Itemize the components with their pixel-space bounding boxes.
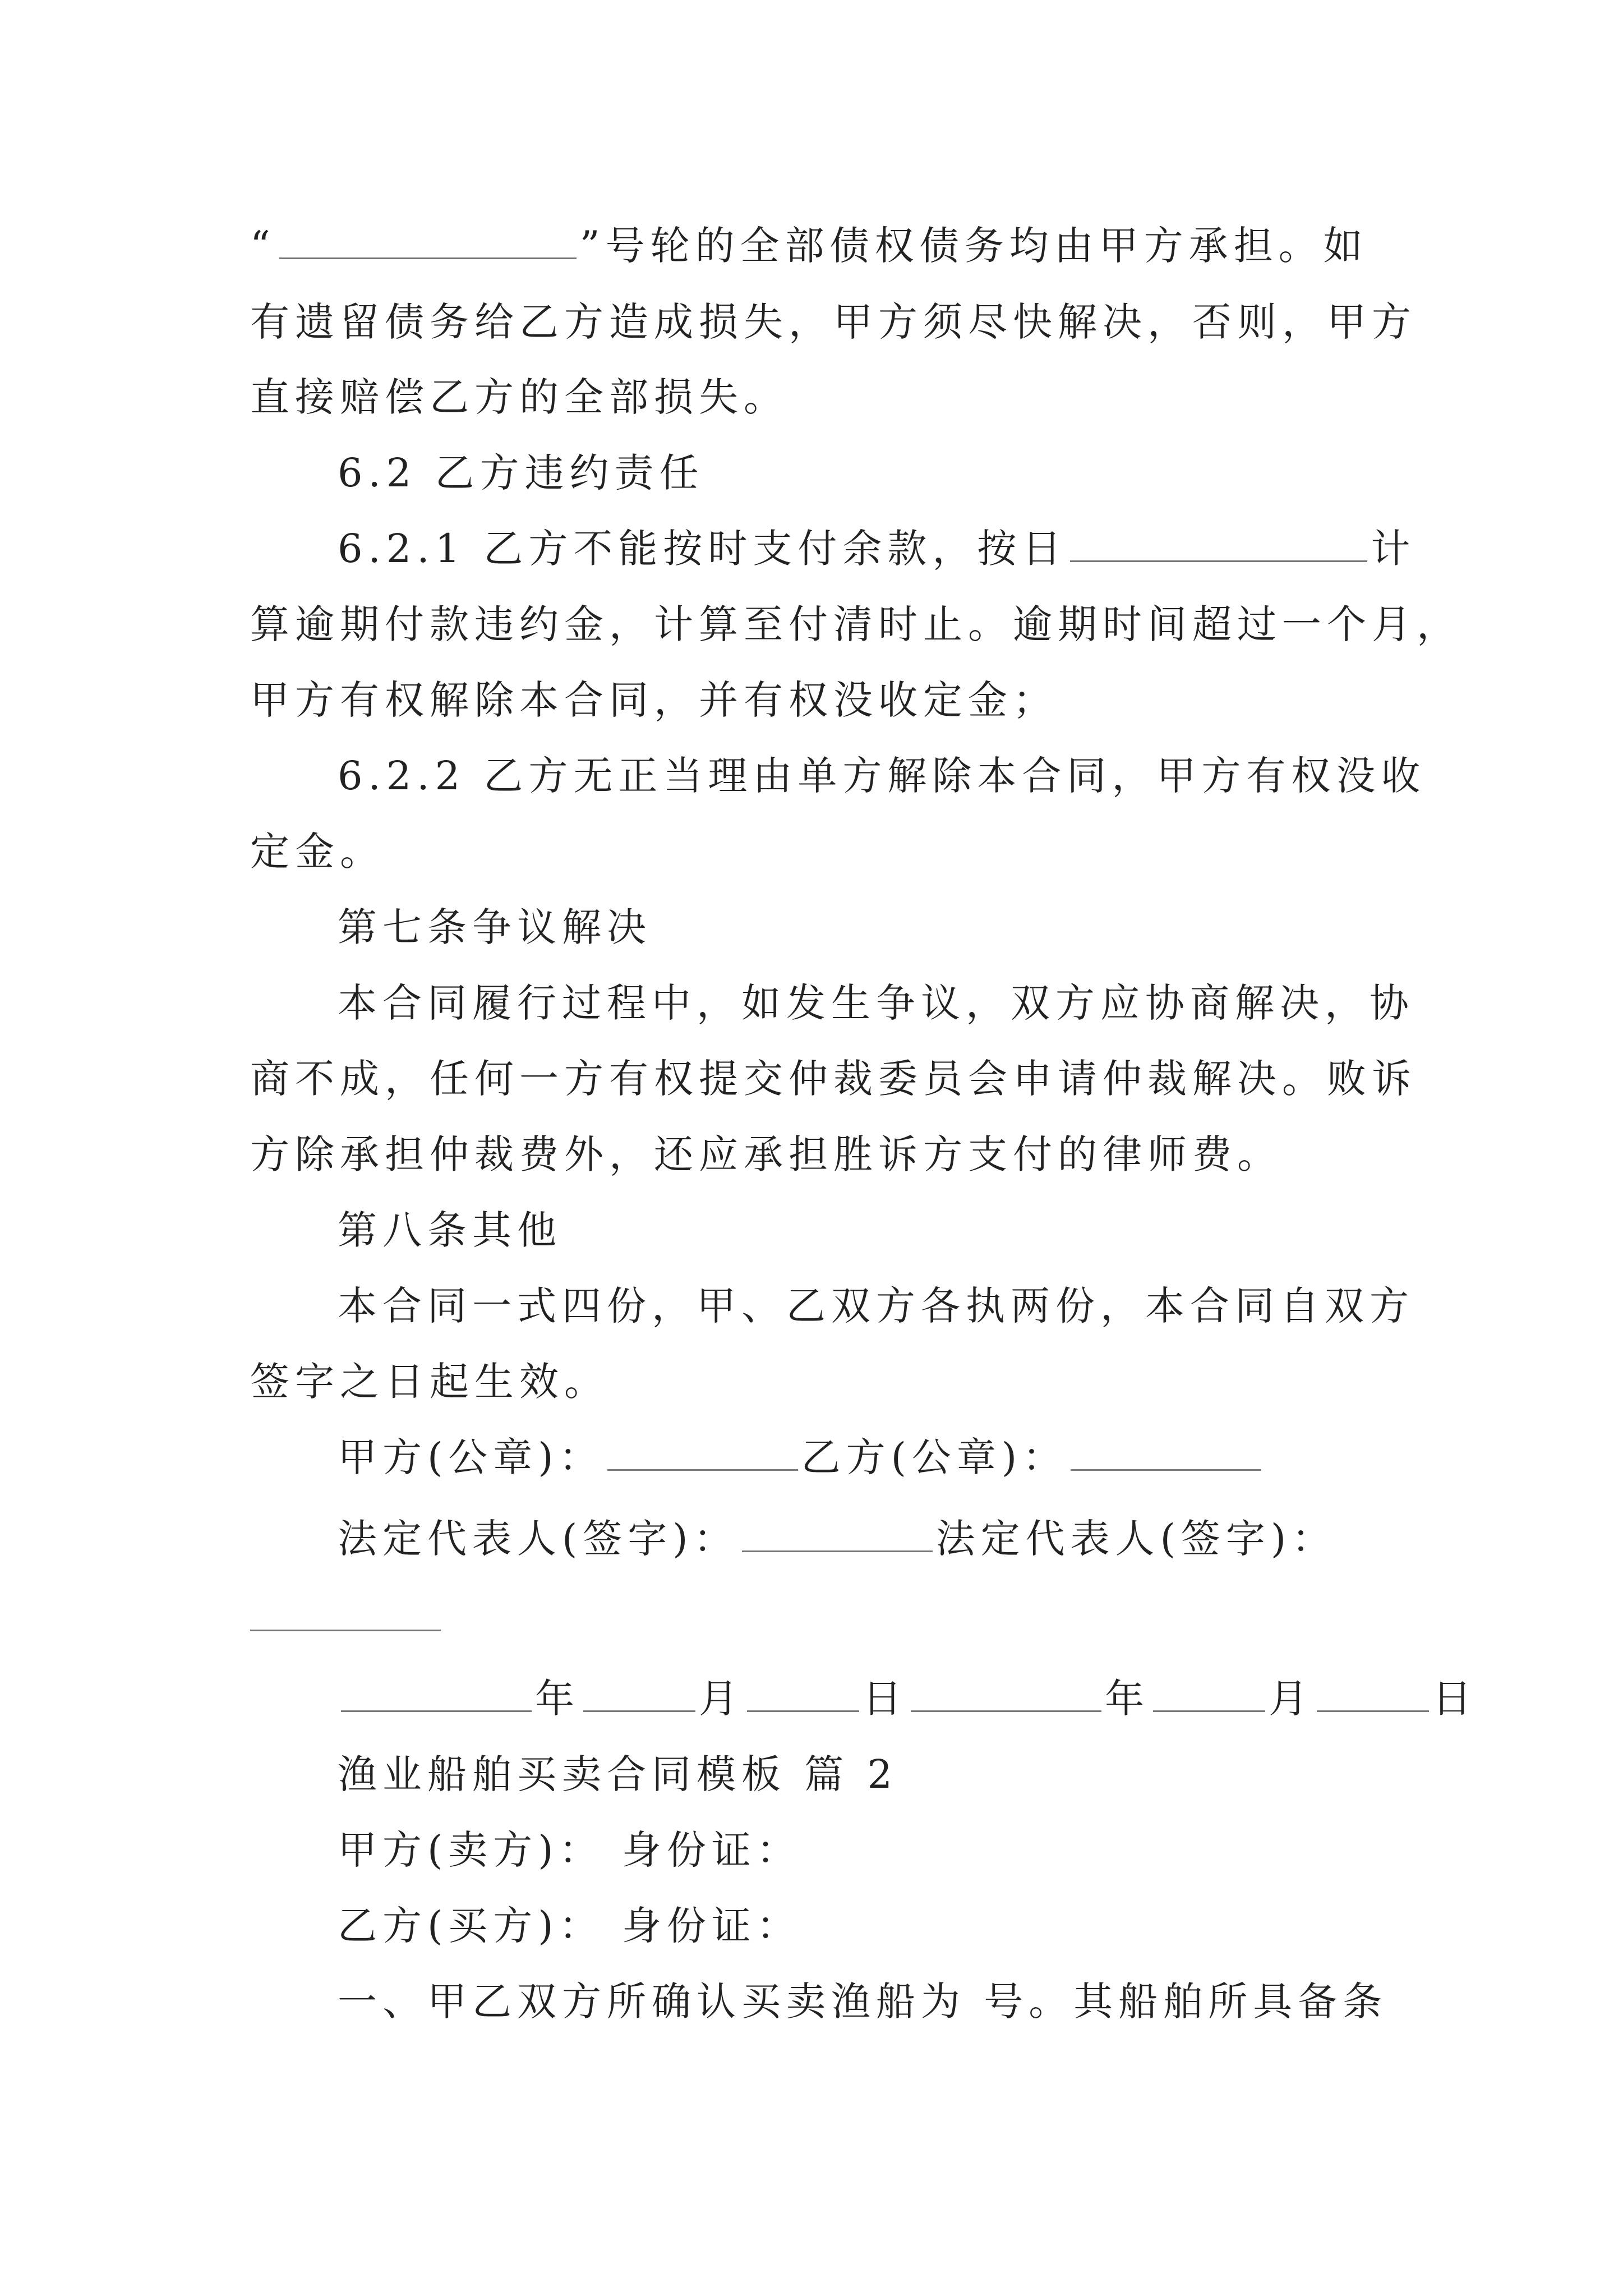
paragraph-line: 本合同履行过程中，如发生争议，双方应协商解决，协 [338,980,1414,1026]
fill-in-blank[interactable] [1070,529,1367,562]
year-blank[interactable] [911,1679,1101,1712]
date-line [338,1672,1477,1726]
party-a-rep-label: 法定代表人(签字)： [338,1516,739,1562]
year-label: 年 [1105,1676,1150,1722]
paragraph-line: 甲方有权解除本合同，并有权没收定金； [250,677,1058,723]
party-b-rep-label: 法定代表人(签字)： [935,1516,1337,1562]
day-blank[interactable] [1317,1679,1429,1712]
year-blank[interactable] [341,1679,532,1712]
party-a-seal-blank[interactable] [607,1438,798,1471]
day-label: 日 [863,1676,907,1722]
paragraph-line: 本合同一式四份，甲、乙双方各执两份，本合同自双方 [338,1283,1414,1329]
section-heading: 第七条争议解决 [338,904,652,950]
text-segment: 计 [1371,526,1416,572]
paragraph-line: 算逾期付款违约金，计算至付清时止。逾期时间超过一个月， [250,601,1461,647]
month-label: 月 [699,1676,744,1722]
paragraph-line: 签字之日起生效。 [250,1359,609,1405]
paragraph-line [338,522,1416,576]
paragraph-line: 方除承担仲裁费外，还应承担胜诉方支付的律师费。 [250,1131,1282,1177]
paragraph-line: 有遗留债务给乙方造成损失，甲方须尽快解决，否则，甲方 [250,299,1417,345]
party-b-seal-blank[interactable] [1071,1438,1261,1471]
year-label: 年 [535,1676,580,1722]
text-segment: ”号轮的全部债权债务均由甲方承担。如 [579,223,1368,269]
signature-line [338,1430,1394,1484]
fill-in-blank[interactable] [279,226,577,259]
day-label: 日 [1432,1676,1477,1722]
paragraph-line [250,219,1394,273]
signature-line [338,1512,1394,1566]
paragraph-line: 商不成，任何一方有权提交仲裁委员会申请仲裁解决。败诉 [250,1056,1417,1102]
day-blank[interactable] [747,1679,859,1712]
party-a-seal-label: 甲方(公章)： [338,1434,604,1480]
paragraph-line: 定金。 [250,829,385,875]
month-blank[interactable] [1153,1679,1265,1712]
party-a-line: 甲方(卖方)： 身份证： [338,1827,801,1873]
text-segment: “ [250,223,276,269]
month-blank[interactable] [583,1679,695,1712]
section-heading: 第八条其他 [338,1207,562,1253]
text-segment: 6.2.1 乙方不能按时支付余款，按日 [338,526,1067,572]
month-label: 月 [1269,1676,1313,1722]
section-title: 渔业船舶买卖合同模板 篇 2 [338,1751,898,1797]
party-b-seal-label: 乙方(公章)： [801,1434,1068,1480]
party-a-rep-blank[interactable] [742,1519,933,1552]
party-b-rep-blank[interactable] [250,1630,441,1631]
section-heading: 6.2 乙方违约责任 [338,450,704,496]
paragraph-line: 直接赔偿乙方的全部损失。 [250,374,789,420]
paragraph-line: 6.2.2 乙方无正当理由单方解除本合同，甲方有权没收 [338,753,1426,799]
party-b-line: 乙方(买方)： 身份证： [338,1903,801,1949]
paragraph-line: 一、甲乙双方所确认买卖渔船为 号。其船舶所具备条 [338,1978,1388,2024]
